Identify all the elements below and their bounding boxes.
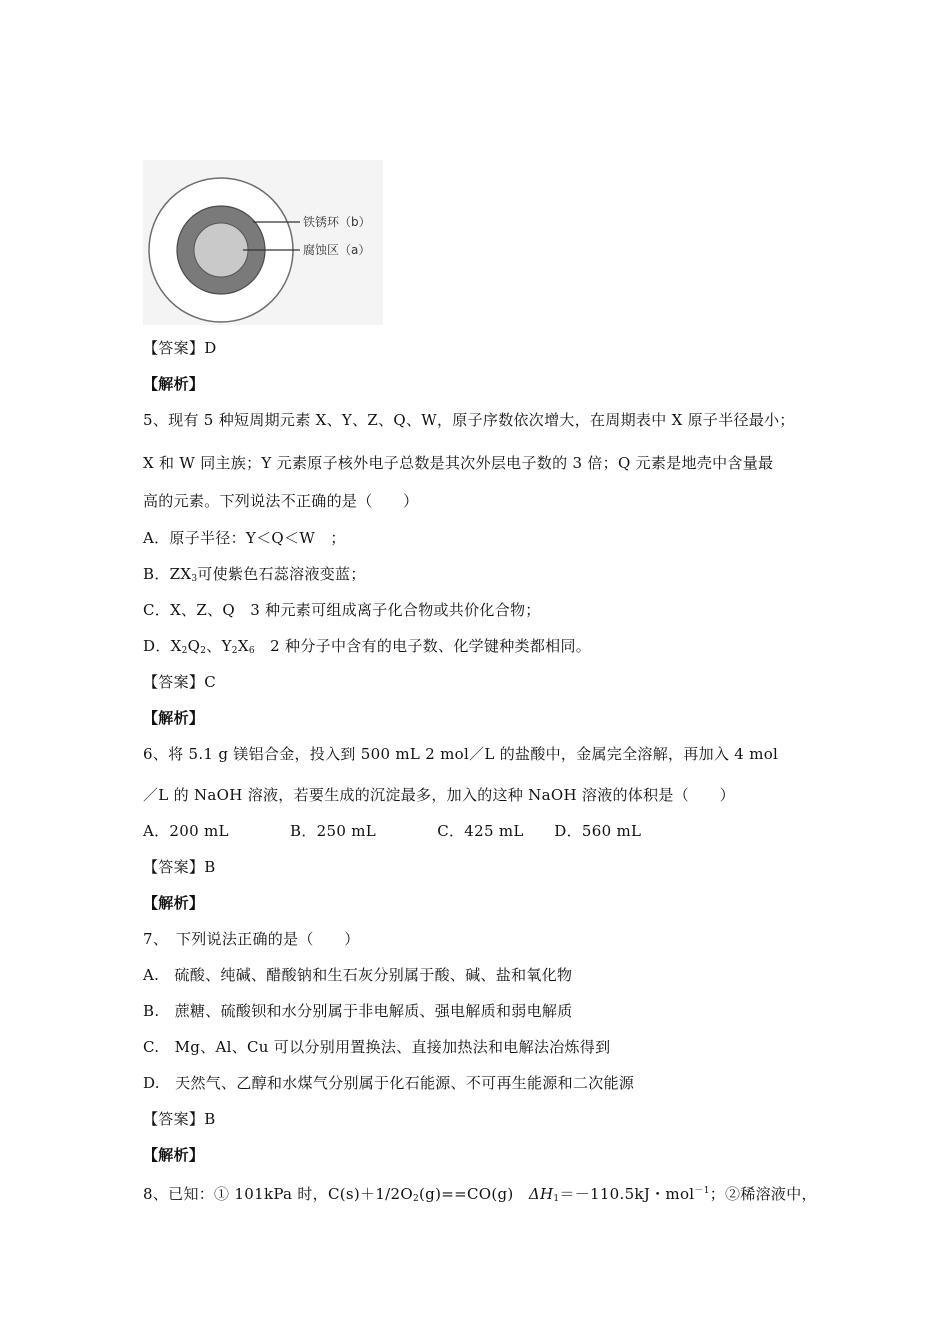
q5-analysis: 【解析】 xyxy=(143,709,205,727)
label-corrosion-zone: 腐蚀区（a） xyxy=(303,243,371,257)
q7-stem: 7、 下列说法正确的是（ ） xyxy=(143,930,360,948)
q6-stem-line1: 6、将 5.1 g 镁铝合金，投入到 500 mL 2 mol／L 的盐酸中，金属完全溶解，再加入 4 mol xyxy=(143,745,779,763)
q8-stem-line1: 8、已知：① 101kPa 时，$C(s)+1/2O_2(g)==CO(g)$ $\Delta H_1=-110.5kJ$・mol$^{-1}$；②稀溶液中， xyxy=(143,1185,817,1204)
label-rust-ring: 铁锈环（b） xyxy=(303,215,371,229)
q4-analysis: 【解析】 xyxy=(143,375,205,393)
q6-stem-line2: ／L 的 NaOH 溶液，若要生成的沉淀最多，加入的这种 NaOH 溶液的体积是（ ） xyxy=(143,786,735,804)
q5-option-d: D．$X_2Q_2$、$Y_2X_6$ 2 种分子中含有的电子数、化学键种类都相同。 xyxy=(143,637,592,656)
q7-option-a: A. 硫酸、纯碱、醋酸钠和生石灰分别属于酸、碱、盐和氧化物 xyxy=(143,966,573,984)
q5-stem-line2: X 和 W 同主族；Y 元素原子核外电子总数是其次外层电子数的 3 倍；Q 元素是地壳中含量最 xyxy=(143,454,774,472)
corrosion-ring-figure xyxy=(143,160,383,325)
q6-answer: 【答案】B xyxy=(143,858,216,876)
q7-option-c: C. Mg、Al、Cu 可以分别用置换法、直接加热法和电解法冶炼得到 xyxy=(143,1038,611,1056)
q5-option-c: C．X、Z、Q 3 种元素可组成离子化合物或共价化合物； xyxy=(143,601,541,619)
q5-answer: 【答案】C xyxy=(143,673,216,691)
q5-stem-line1: 5、现有 5 种短周期元素 X、Y、Z、Q、W，原子序数依次增大，在周期表中 X 原子半径最小； xyxy=(143,411,795,429)
q5-stem-line3: 高的元素。下列说法不正确的是（ ） xyxy=(143,492,419,510)
q7-option-b: B. 蔗糖、硫酸钡和水分别属于非电解质、强电解质和弱电解质 xyxy=(143,1002,573,1020)
q7-option-d: D. 天然气、乙醇和水煤气分别属于化石能源、不可再生能源和二次能源 xyxy=(143,1074,635,1092)
corrosion-ring-diagram xyxy=(143,160,383,325)
q5-option-b: B．$ZX_3$可使紫色石蕊溶液变蓝； xyxy=(143,565,366,584)
q4-answer: 【答案】D xyxy=(143,339,217,357)
q7-answer: 【答案】B xyxy=(143,1110,216,1128)
corrosion-zone-a xyxy=(194,223,248,277)
q6-analysis: 【解析】 xyxy=(143,894,205,912)
q6-options: A．200 mL B．250 mL C．425 mL D．560 mL xyxy=(143,822,642,840)
q7-analysis: 【解析】 xyxy=(143,1146,205,1164)
q5-option-a: A．原子半径：Y＜Q＜W ； xyxy=(143,529,346,547)
